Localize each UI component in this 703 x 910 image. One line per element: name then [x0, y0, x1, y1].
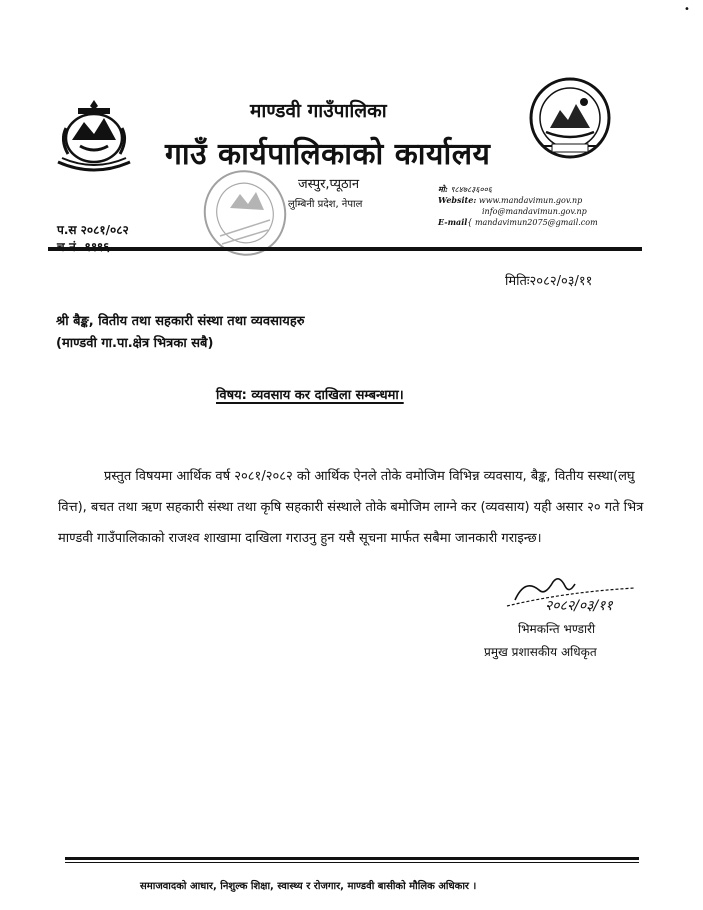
- website-url: www.mandavimun.gov.np: [478, 196, 583, 205]
- footer-divider: [65, 857, 639, 860]
- email-primary: info@mandavimun.gov.np: [482, 207, 587, 216]
- signatory-title: प्रमुख प्रशासकीय अधिकृत: [484, 645, 597, 659]
- signature-date: २०८२/०३/११: [545, 598, 613, 614]
- addressee-line-2: (माण्डवी गा.पा.क्षेत्र भित्रका सबै): [56, 336, 214, 351]
- signatory-name: भिमकन्ति भण्डारी: [518, 622, 596, 636]
- handwritten-signature: [505, 568, 645, 616]
- phone-number: ९८४७८३६००६: [450, 185, 492, 194]
- office-name: गाउँ कार्यपालिकाको कार्यालय: [165, 137, 491, 172]
- contact-block: मो: ९८४७८३६००६ Website: www.mandavimun.gov.np info@mandavimun.gov.np E-mail{ mandavimun2075@gmail.com: [438, 184, 598, 227]
- office-stamp-icon: [200, 158, 290, 268]
- municipality-name: माण्डवी गाउँपालिका: [250, 100, 387, 122]
- footer-motto: समाजवादको आधार, निशुल्क शिक्षा, स्वास्थ्य र रोजगार, माण्डवी बासीको मौलिक अधिकार ।: [140, 881, 477, 892]
- addressee: [56, 311, 305, 355]
- letter-date: मितिः२०८२/०३/११: [505, 274, 593, 289]
- email-secondary: mandavimun2075@gmail.com: [474, 218, 598, 227]
- website-label: Website:: [438, 195, 477, 205]
- letter-body: प्रस्तुत विषयमा आर्थिक वर्ष २०८१/२०८२ को आर्थिक ऐनले तोके वमोजिम विभिन्न व्यवसाय, बैङ्क, वितीय सस्था(लघु वित्त), बचत तथा ऋण सहकारी संस्था तथा कृषि सहकारी संस्थाले तोके बमोजिम लाग्ने कर (व्यवसाय) यही असार २० गते भित्र माण्डवी गाउँपालिकाको राजश्व शाखामा दाखिला गराउनु हुन यसै सूचना मार्फत सबैमा जानकारी गराइन्छ।: [58, 469, 644, 546]
- municipality-seal-icon: [528, 76, 612, 160]
- nepal-emblem-icon: [50, 100, 138, 180]
- email-label: E-mail: [438, 217, 468, 227]
- letter-subject: विषय: व्यवसाय कर दाखिला सम्बन्धमा।: [216, 388, 404, 403]
- header-divider: [48, 247, 642, 251]
- addressee-line-1: श्री बैङ्क, वितीय तथा सहकारी संस्था तथा व्यवसायहरु: [56, 314, 305, 329]
- address-line-1: जस्पुर,प्यूठान: [298, 177, 360, 192]
- phone-label: मो:: [438, 184, 448, 194]
- address-line-2: लुम्बिनी प्रदेश, नेपाल: [288, 199, 363, 210]
- fiscal-year: प.स २०८१/०८२: [57, 223, 129, 237]
- corner-mark: •: [684, 4, 690, 15]
- footer-divider-thin: [65, 862, 639, 863]
